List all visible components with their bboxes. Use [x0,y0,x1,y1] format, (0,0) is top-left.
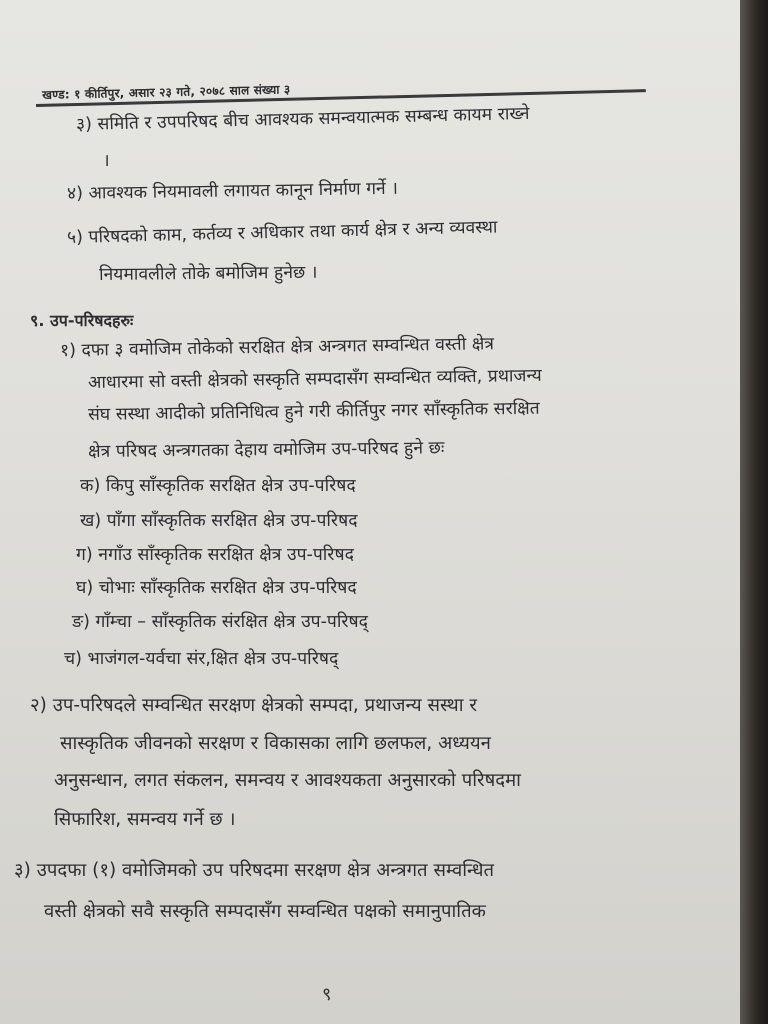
section-9-para-1-line-3: संघ सस्था आदीको प्रतिनिधित्व हुने गरी कीर्तिपुर नगर साँस्कृतिक सरक्षित [87,398,540,425]
sub-council-list-item: घ) चोभाः साँस्कृतिक सरक्षित क्षेत्र उप-परिषद [76,578,357,598]
sub-council-list-item: ख) पाँगा साँस्कृतिक सरक्षित क्षेत्र उप-परिषद [80,511,358,531]
sub-council-list-item: क) किपु साँस्कृतिक सरक्षित क्षेत्र उप-परिषद [80,476,356,496]
running-header: खण्ड: १ कीर्तिपुर, असार २३ गते, २०७८ साल संख्या ३ [42,82,291,102]
section-9-para-2-line-2: सास्कृतिक जीवनको सरक्षण र विकासका लागि छलफल, अध्ययन [60,733,491,754]
book-spine-shadow [740,0,768,1024]
clause-3-line-1: ३) समिति र उपपरिषद बीच आवश्यक समन्वयात्मक सम्बन्ध कायम राख्ने [75,103,530,135]
section-9-para-3-line-1: ३) उपदफा (१) वमोजिमको उप परिषदमा सरक्षण क्षेत्र अन्त्रगत सम्वन्धित [14,860,495,881]
section-9-para-3-line-2: वस्ती क्षेत्रको सवै सस्कृति सम्पदासँग सम्वन्धित पक्षको समानुपातिक [44,901,486,922]
sub-council-list-item: च) भाजंगल-यर्वचा संर,क्षित क्षेत्र उप-परिषद् [64,649,339,669]
clause-3-line-2: । [103,151,110,171]
sub-council-list-item: ग) नगाँउ साँस्कृतिक सरक्षित क्षेत्र उप-परिषद [76,545,354,565]
section-9-para-2-line-3: अनुसन्धान, लगत संकलन, समन्वय र आवश्यकता अनुसारको परिषदमा [54,770,521,791]
section-9-para-1-line-4: क्षेत्र परिषद अन्त्रगतका देहाय वमोजिम उप-परिषद हुने छः [87,438,445,462]
sub-council-list-item: ङ) गाँम्चा – साँस्कृतिक संरक्षित क्षेत्र उप-परिषद् [72,612,368,632]
bleed-through-text [560,150,565,168]
section-9-heading: ९. उप-परिषदहरुः [30,311,134,330]
clause-4-line-1: ४) आवश्यक नियमावली लगायत कानून निर्माण गर्ने । [66,178,399,204]
section-9-para-1-line-2: आधारमा सो वस्ती क्षेत्रको सस्कृति सम्पदासँग सम्वन्धित व्यक्ति, प्रथाजन्य [87,365,542,393]
clause-5-line-1: ५) परिषदको काम, कर्तव्य र अधिकार तथा कार्य क्षेत्र र अन्य व्यवस्था [66,217,498,248]
section-9-para-2-line-4: सिफारिश, समन्वय गर्ने छ । [54,809,236,830]
section-9-para-2-line-1: २) उप-परिषदले सम्वन्धित सरक्षण क्षेत्रको सम्पदा, प्रथाजन्य सस्था र [30,695,477,716]
page-number: ९ [322,984,332,1005]
clause-5-line-2: नियमावलीले तोके बमोजिम हुनेछ । [98,262,318,285]
section-9-para-1-line-1: १) दफा ३ वमोजिम तोकेको सरक्षित क्षेत्र अन्त्रगत सम्वन्धित वस्ती क्षेत्र [59,334,495,361]
